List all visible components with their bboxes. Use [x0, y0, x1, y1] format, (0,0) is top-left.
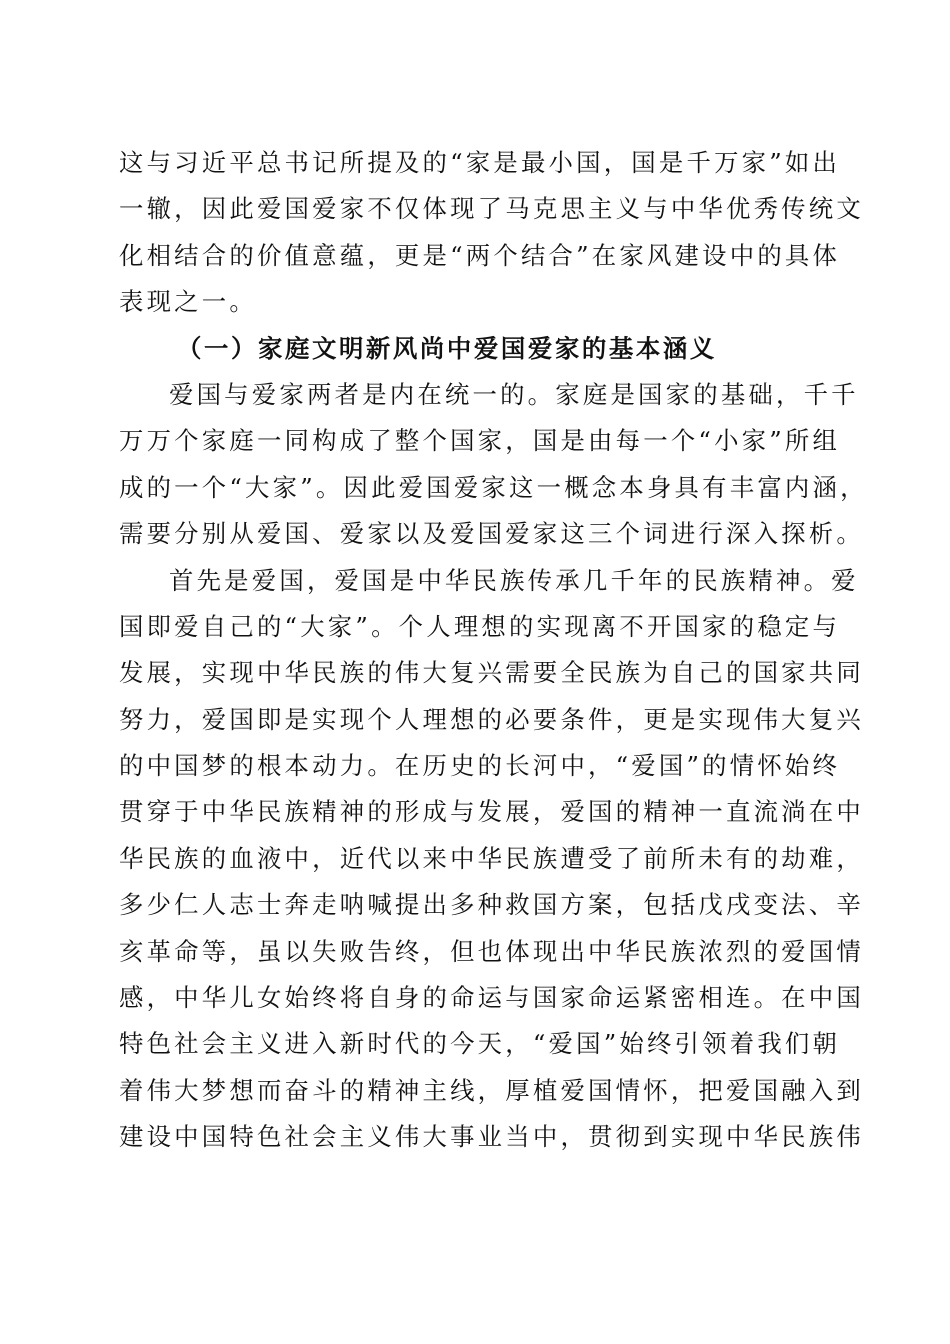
text-line: 华民族的血液中，近代以来中华民族遭受了前所未有的劫难，	[119, 843, 864, 873]
text-line: 多少仁人志士奔走呐喊提出多种救国方案，包括戊戌变法、辛	[119, 890, 864, 920]
text-line: 建设中国特色社会主义伟大事业当中，贯彻到实现中华民族伟	[119, 1122, 864, 1152]
paragraph-2	[119, 372, 868, 558]
text-line: 需要分别从爱国、爱家以及爱国爱家这三个词进行深入探析。	[119, 519, 864, 549]
text-line: 化相结合的价值意蕴，更是“两个结合”在家风建设中的具体	[119, 240, 841, 270]
text-line: 表现之一。	[119, 287, 257, 317]
text-line: 这与习近平总书记所提及的“家是最小国，国是千万家”如出	[119, 148, 841, 177]
document-body	[119, 140, 868, 1161]
text-line: 特色社会主义进入新时代的今天，“爱国”始终引领着我们朝	[119, 1029, 841, 1059]
paragraph-3	[119, 558, 864, 1161]
section-heading: （一）家庭文明新风尚中爱国爱家的基本涵义	[177, 333, 717, 363]
text-line: 国即爱自己的“大家”。个人理想的实现离不开国家的稳定与	[119, 611, 841, 641]
text-line: 着伟大梦想而奋斗的精神主线，厚植爱国情怀，把爱国融入到	[119, 1075, 864, 1105]
paragraph-1	[119, 140, 864, 326]
text-line: 首先是爱国，爱国是中华民族传承几千年的民族精神。爱	[169, 565, 859, 595]
text-line: 感，中华儿女始终将自身的命运与国家命运紧密相连。在中国	[119, 983, 864, 1013]
text-line: 爱国与爱家两者是内在统一的。家庭是国家的基础，千千	[169, 379, 859, 409]
text-line: 成的一个“大家”。因此爱国爱家这一概念本身具有丰富内涵，	[119, 472, 868, 502]
text-line: 亥革命等，虽以失败告终，但也体现出中华民族浓烈的爱国情	[119, 936, 864, 966]
text-line: 努力，爱国即是实现个人理想的必要条件，更是实现伟大复兴	[119, 704, 864, 734]
text-line: 贯穿于中华民族精神的形成与发展，爱国的精神一直流淌在中	[119, 797, 864, 827]
text-line: 一辙，因此爱国爱家不仅体现了马克思主义与中华优秀传统文	[119, 194, 864, 224]
text-line: 万万个家庭一同构成了整个国家，国是由每一个“小家”所组	[119, 426, 841, 456]
text-line: 的中国梦的根本动力。在历史的长河中，“爱国”的情怀始终	[119, 751, 841, 781]
text-line: 发展，实现中华民族的伟大复兴需要全民族为自己的国家共同	[119, 658, 864, 688]
